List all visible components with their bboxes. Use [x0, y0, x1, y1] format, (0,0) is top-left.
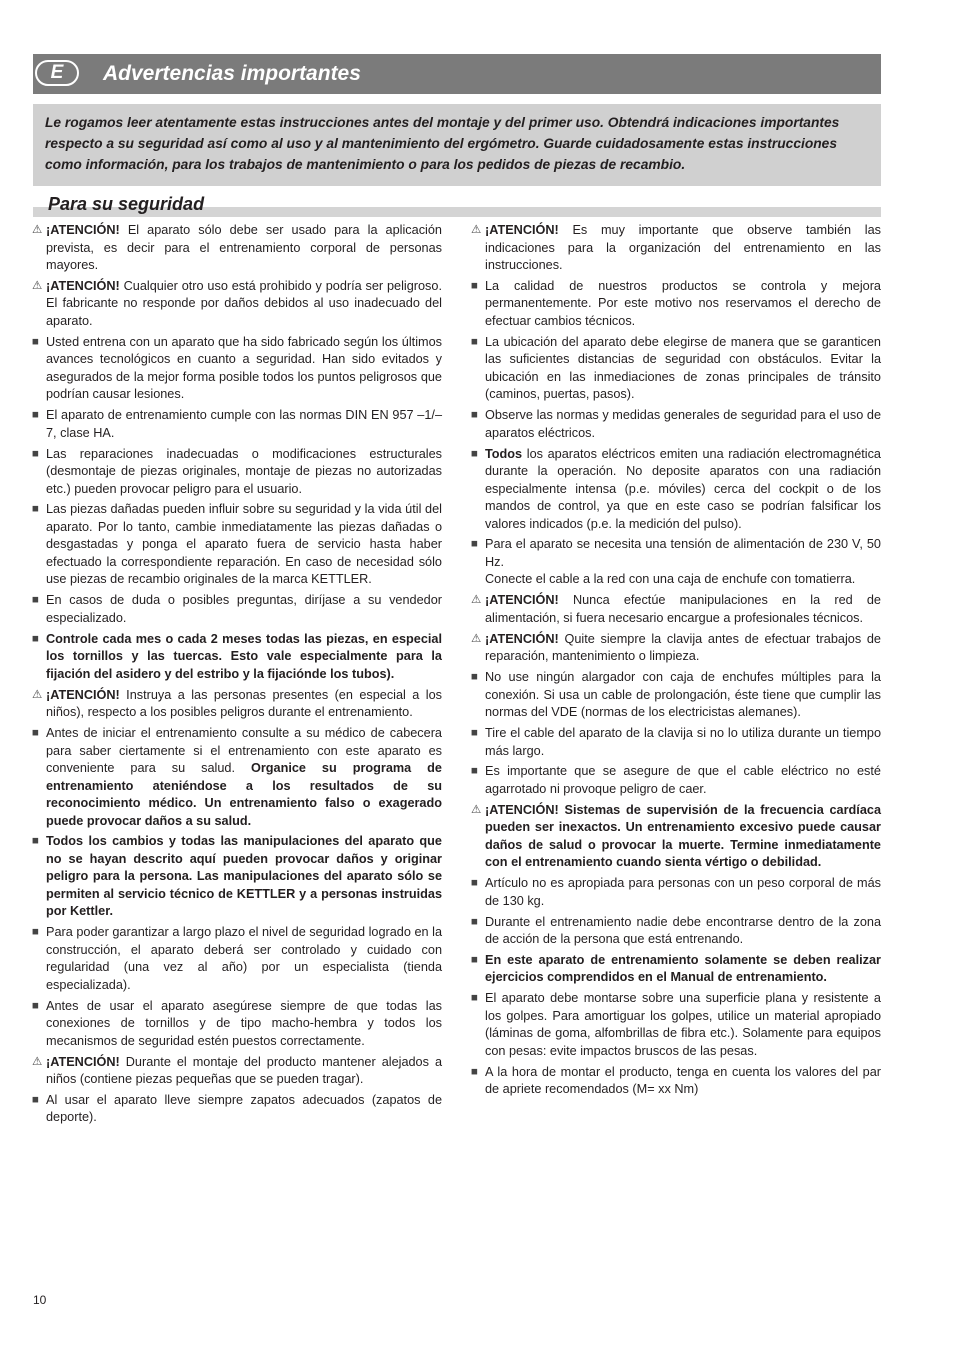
square-bullet-icon: ■ — [32, 503, 39, 516]
item-text: Usted entrena con un aparato que ha sido fabricado según los últimos avances tecnológicos en cuanto a seguridad. Han sido evitados y asegurados de la mejor forma posible todos los puntos peligrosos que podrían causar lesiones. — [46, 334, 442, 402]
square-bullet-icon: ■ — [471, 335, 478, 348]
item-text: No use ningún alargador con caja de enchufes múltiples para la conexión. Si usa un cable de prolongación, éste tiene que cumplir las normas del VDE (normas de los electricistas alemanes). — [485, 670, 881, 720]
warning-label: ¡ATENCIÓN! — [485, 223, 559, 237]
bullet-item — [471, 952, 881, 987]
bullet-item — [471, 669, 881, 722]
item-text: En casos de duda o posibles preguntas, diríjase a su vendedor especializado. — [46, 593, 442, 625]
item-text: Tire el cable del aparato de la clavija si no lo utiliza durante un tiempo más largo. — [485, 726, 881, 758]
bullet-item — [471, 407, 881, 442]
bullet-item — [32, 334, 442, 404]
bullet-item — [32, 592, 442, 627]
warning-item — [32, 278, 442, 331]
square-bullet-icon: ■ — [471, 953, 478, 966]
bullet-item — [471, 446, 881, 534]
square-bullet-icon: ■ — [471, 409, 478, 422]
item-bold-text: Todos los cambios y todas las manipulaciones del aparato que no se hayan descrito aquí pueden provocar daños y originar peligro para la persona. Las manipulaciones del aparato sólo se permiten al servicio técnico de KETTLER y a personas instruidas por Kettler. — [46, 834, 442, 919]
square-bullet-icon: ■ — [32, 926, 39, 939]
intro-box — [33, 104, 881, 186]
bullet-item — [471, 763, 881, 798]
item-bold-text: Todos — [485, 446, 523, 461]
header-bar — [33, 54, 881, 94]
square-bullet-icon: ■ — [471, 279, 478, 292]
square-bullet-icon: ■ — [32, 447, 39, 460]
item-text: Cualquier otro uso está prohibido y podría ser peligroso. El fabricante no responde por daños debidos al uso inadecuado del aparato. — [46, 278, 442, 328]
warning-item — [471, 631, 881, 666]
bullet-item — [32, 924, 442, 994]
warning-triangle-icon: ⚠ — [471, 594, 482, 607]
left-column — [32, 222, 442, 1130]
square-bullet-icon: ■ — [32, 727, 39, 740]
page-number: 10 — [33, 1293, 47, 1307]
bullet-item — [471, 914, 881, 949]
bullet-item — [32, 833, 442, 921]
bullet-item — [471, 278, 881, 331]
square-bullet-icon: ■ — [471, 1065, 478, 1078]
square-bullet-icon: ■ — [32, 835, 39, 848]
bullet-item — [471, 875, 881, 910]
warning-triangle-icon: ⚠ — [32, 1055, 43, 1068]
item-text: Observe las normas y medidas generales de seguridad para el uso de aparatos eléctricos. — [485, 408, 881, 440]
warning-label: ¡ATENCIÓN! — [485, 802, 559, 817]
square-bullet-icon: ■ — [471, 877, 478, 890]
item-bold-text: En este aparato de entrenamiento solamente se deben realizar ejercicios comprendidos en el Manual de entrenamiento. — [485, 952, 881, 985]
language-badge: E — [35, 60, 79, 86]
bullet-item — [471, 536, 881, 589]
warning-label: ¡ATENCIÓN! — [485, 631, 559, 646]
section-title: Para su seguridad — [48, 194, 205, 214]
warning-triangle-icon: ⚠ — [471, 632, 482, 645]
bullet-item — [32, 1092, 442, 1127]
warning-item — [471, 222, 881, 275]
warning-item — [471, 592, 881, 627]
item-text: La ubicación del aparato debe elegirse de manera que se garanticen las suficientes distancias de seguridad con obstáculos. Evitar la ubicación en las inmediaciones de zonas principales de tránsito (caminos, puertas, pasos). — [485, 334, 881, 402]
square-bullet-icon: ■ — [32, 1093, 39, 1106]
warning-label: ¡ATENCIÓN! — [46, 223, 120, 237]
item-text-continued: Conecte el cable a la red con una caja de enchufe con tomatierra. — [485, 572, 856, 587]
square-bullet-icon: ■ — [32, 335, 39, 348]
item-text: Es muy importante que observe también las indicaciones para la organización del entrenamiento en las instrucciones. — [485, 223, 881, 272]
item-text: Instruya a las personas presentes (en especial a los niños), respecto a los posibles peligros durante el entrenamiento. — [46, 687, 442, 720]
bullet-item — [32, 501, 442, 589]
item-text: Para el aparato se necesita una tensión de alimentación de 230 V, 50 Hz. — [485, 537, 881, 569]
item-text: A la hora de montar el producto, tenga en cuenta los valores del par de apriete recomendados (M= xx Nm) — [485, 1064, 881, 1097]
warning-label: ¡ATENCIÓN! — [46, 1054, 120, 1069]
square-bullet-icon: ■ — [32, 409, 39, 422]
warning-item — [32, 1054, 442, 1089]
square-bullet-icon: ■ — [471, 727, 478, 740]
square-bullet-icon: ■ — [471, 671, 478, 684]
bullet-item — [471, 990, 881, 1060]
warning-item — [32, 222, 442, 275]
warning-triangle-icon: ⚠ — [471, 803, 482, 816]
square-bullet-icon: ■ — [32, 594, 39, 607]
bullet-item — [471, 1064, 881, 1099]
item-text: Quite siempre la clavija antes de efectuar trabajos de reparación, mantenimiento o limpieza. — [485, 631, 881, 664]
item-bold-text: Controle cada mes o cada 2 meses todas las piezas, en especial los tornillos y las tuercas. Esto vale especialmente para la fijación del asidero y del estribo y la fijaciónde los tubos). — [46, 631, 442, 681]
bullet-item — [32, 998, 442, 1051]
warning-triangle-icon: ⚠ — [32, 279, 43, 292]
item-text: Durante el entrenamiento nadie debe encontrarse dentro de la zona de acción de la persona que está entrenando. — [485, 914, 881, 947]
warning-triangle-icon: ⚠ — [32, 224, 43, 236]
item-text: Al usar el aparato lleve siempre zapatos adecuados (zapatos de deporte). — [46, 1092, 442, 1125]
square-bullet-icon: ■ — [32, 999, 39, 1012]
intro-text: Le rogamos leer atentamente estas instrucciones antes del montaje y del primer uso. Obtendrá indicaciones importantes respecto a su seguridad así como al uso y al mantenimiento del ergómetro. Guarde cuidadosamente estas instrucciones como información, para los trabajos de mantenimiento o para los pedidos de piezas de recambio. — [45, 115, 840, 172]
item-text: los aparatos eléctricos emiten una radiación electromagnética durante la operación. No deposite aparatos con una radiación especialmente intensa (p.e. móviles) cerca del cockpit o de los mandos de control, ya que en este caso se podrían falsificar los valores indicados (p.e. la medición del pulso). — [485, 446, 881, 531]
bullet-item — [32, 446, 442, 499]
bullet-item — [32, 725, 442, 830]
item-text: Es importante que se asegure de que el cable eléctrico no esté agarrotado ni provoque peligro de caer. — [485, 764, 881, 796]
square-bullet-icon: ■ — [471, 765, 478, 778]
item-text: El aparato debe montarse sobre una superficie plana y resistente a los golpes. Para amortiguar los golpes, utilice un material apropiado (láminas de goma, alfombrillas de fibra etc.). Solamente para equipos con pesas: evite impactos bruscos de las pesas. — [485, 991, 881, 1058]
item-text: Durante el montaje del producto mantener alejados a niños (contiene piezas pequeñas que se pueden tragar). — [46, 1054, 442, 1087]
item-text: Artículo no es apropiada para personas con un peso corporal de más de 130 kg. — [485, 876, 881, 908]
bullet-item — [32, 407, 442, 442]
bullet-item — [471, 725, 881, 760]
item-text: Las reparaciones inadecuadas o modificaciones estructurales (desmontaje de piezas originales, montaje de piezas no autorizadas etc.) pueden provocar peligro para el usuario. — [46, 446, 442, 496]
item-text: Las piezas dañadas pueden influir sobre su seguridad y la vida útil del aparato. Por lo tanto, cambie inmediatamente las piezas dañadas o desgastadas y ponga el aparato fuera de servicio hasta haber efectuado la correspondiente reparación. En caso de necesidad sólo use piezas de recambio originales de la marca KETTLER. — [46, 502, 442, 587]
item-bold-text: Organice su programa de entrenamiento ateniéndose a los resultados de su reconocimiento médico. Un entrenamiento falso o exagerado puede provocar daños a su salud. — [46, 761, 442, 828]
square-bullet-icon: ■ — [32, 632, 39, 645]
item-text: Antes de iniciar el entrenamiento consulte a su médico de cabecera para saber ciertamente si el entrenamiento con este aparato es conveniente para su salud. — [46, 726, 442, 776]
item-text: La calidad de nuestros productos se controla y mejora permanentemente. Por este motivo nos reservamos el derecho de efectuar cambios técnicos. — [485, 278, 881, 328]
warning-item — [471, 802, 881, 872]
warning-triangle-icon: ⚠ — [32, 688, 43, 701]
square-bullet-icon: ■ — [471, 915, 478, 928]
warning-label: ¡ATENCIÓN! — [485, 593, 559, 608]
bullet-item — [471, 334, 881, 404]
item-text: El aparato de entrenamiento cumple con las normas DIN EN 957 –1/–7, clase HA. — [46, 408, 442, 440]
item-text: El aparato sólo debe ser usado para la aplicación prevista, es decir para el entrenamiento corporal de personas mayores. — [46, 223, 442, 272]
square-bullet-icon: ■ — [471, 992, 478, 1005]
item-text: Antes de usar el aparato asegúrese siempre de que todas las conexiones de tornillos y de tipo macho-hembra y todos los mecanismos de seguridad estén puestos correctamente. — [46, 998, 442, 1048]
item-text: Nunca efectúe manipulaciones en la red de alimentación, si fuera necesario encargue a profesionales técnicos. — [485, 593, 881, 625]
right-column — [471, 222, 881, 1102]
page-title: Advertencias importantes — [103, 62, 361, 85]
warning-label: ¡ATENCIÓN! — [46, 278, 120, 293]
warning-triangle-icon: ⚠ — [471, 224, 482, 236]
item-text: Para poder garantizar a largo plazo el nivel de seguridad logrado en la construcción, el aparato deberá ser controlado y cuidado con regularidad (una vez al año) por un especialista (tienda especializada). — [46, 925, 442, 992]
square-bullet-icon: ■ — [471, 538, 478, 551]
warning-item — [32, 687, 442, 722]
square-bullet-icon: ■ — [471, 447, 478, 460]
item-bold-text: Sistemas de supervisión de la frecuencia cardíaca pueden ser inexactos. Un entrenamiento excesivo puede causar daños de salud o provocar la muerte. Termine inmediatamente con el entrenamiento cuando sienta vértigo o debilidad. — [485, 802, 881, 870]
bullet-item — [32, 631, 442, 684]
warning-label: ¡ATENCIÓN! — [46, 687, 120, 702]
